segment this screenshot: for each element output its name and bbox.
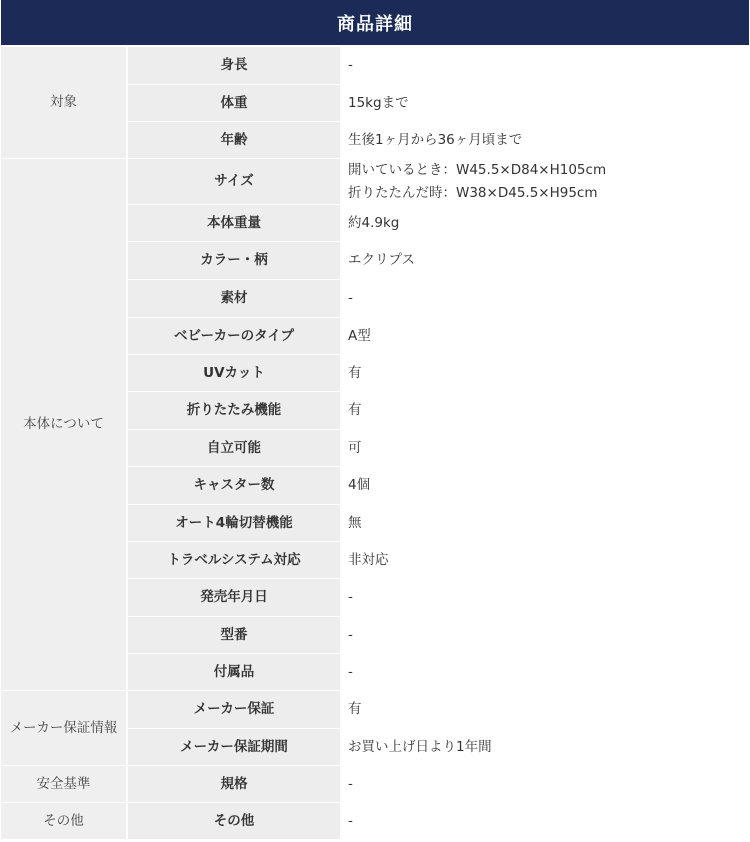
spec-label: 発売年月日: [200, 589, 268, 606]
spec-label-cell: [128, 122, 340, 158]
group-label: その他: [43, 812, 84, 829]
group-label: 本体について: [23, 416, 104, 433]
spec-label: 付属品: [213, 663, 255, 680]
spec-label-cell: [128, 205, 340, 241]
spec-value: -: [348, 775, 353, 792]
spec-value-cell: [342, 729, 748, 765]
spec-label-cell: [128, 691, 340, 728]
spec-value-cell: [342, 654, 748, 690]
spec-value-cell: [342, 205, 748, 241]
spec-label-cell: [128, 579, 340, 616]
group-label-cell: [1, 691, 126, 765]
spec-value: -: [348, 589, 353, 606]
spec-value: 無: [348, 514, 362, 531]
group-label-cell: [1, 47, 126, 158]
spec-value-cell: [342, 280, 748, 317]
spec-label: 自立可能: [207, 439, 261, 456]
spec-label: 折りたたみ機能: [186, 402, 282, 419]
spec-value: 有: [348, 364, 362, 381]
spec-label-cell: [128, 392, 340, 429]
spec-label: 型番: [220, 626, 248, 643]
spec-value-cell: [342, 318, 748, 354]
spec-label: 年齢: [220, 131, 248, 148]
spec-value: 4個: [348, 477, 371, 494]
spec-label-cell: [128, 467, 340, 504]
group-label: 対象: [50, 94, 77, 111]
spec-value-cell: [342, 355, 748, 391]
spec-label: ベビーカーのタイプ: [173, 327, 294, 344]
spec-label-cell: [128, 729, 340, 765]
spec-value-cell: [342, 159, 748, 204]
spec-value: お買い上げ日より1年間: [348, 738, 492, 755]
spec-value: -: [348, 663, 353, 680]
spec-label: オート4輪切替機能: [175, 514, 293, 531]
spec-value: 有: [348, 701, 362, 718]
spec-value-cell: [342, 691, 748, 728]
spec-label: サイズ: [214, 173, 254, 190]
spec-value-cell: [342, 803, 748, 839]
group-label-cell: [1, 803, 126, 839]
spec-value: 開いているとき：W45.5×D84×H105cm: [348, 161, 607, 178]
spec-label: 身長: [220, 57, 248, 74]
spec-label-cell: [128, 542, 340, 578]
spec-value: 非対応: [348, 551, 389, 568]
spec-value: 可: [348, 439, 362, 456]
spec-value-cell: [342, 617, 748, 653]
spec-label-cell: [128, 159, 340, 204]
spec-value-cell: [342, 430, 748, 466]
spec-value: エクリプス: [348, 252, 415, 269]
group-label-cell: [1, 766, 126, 802]
spec-value: A型: [348, 327, 371, 344]
spec-label: その他: [213, 812, 255, 829]
spec-label-cell: [128, 617, 340, 653]
spec-value-cell: [342, 392, 748, 429]
spec-value-cell: [342, 766, 748, 802]
spec-value: -: [348, 626, 353, 643]
spec-value: 約4.9kg: [348, 214, 400, 231]
spec-value-cell: [342, 505, 748, 541]
spec-label-cell: [128, 318, 340, 354]
spec-label-cell: [128, 355, 340, 391]
spec-value-cell: [342, 579, 748, 616]
spec-label-cell: [128, 505, 340, 541]
spec-value: 15kgまで: [348, 94, 409, 111]
spec-label-cell: [128, 654, 340, 690]
spec-label-cell: [128, 803, 340, 839]
spec-label: UVカット: [203, 364, 265, 381]
spec-label-cell: [128, 242, 340, 279]
spec-label: 規格: [220, 775, 248, 792]
spec-value: -: [348, 812, 353, 829]
spec-value-cell: [342, 47, 748, 84]
spec-label-cell: [128, 430, 340, 466]
spec-label: トラベルシステム対応: [167, 551, 301, 568]
section-title: 商品詳細: [337, 13, 413, 35]
spec-label-cell: [128, 85, 340, 121]
spec-value: 生後1ヶ月から36ヶ月頃まで: [348, 131, 523, 148]
spec-label: メーカー保証: [193, 701, 275, 718]
spec-value-cell: [342, 467, 748, 504]
spec-label: メーカー保証期間: [180, 738, 288, 755]
group-label-cell: [1, 159, 126, 690]
spec-value-cell: [342, 542, 748, 578]
spec-label: 素材: [220, 290, 248, 307]
spec-label: 体重: [220, 94, 248, 111]
spec-value: -: [348, 57, 353, 74]
spec-label: 本体重量: [207, 214, 261, 231]
group-label: メーカー保証情報: [9, 719, 118, 736]
section-header: [1, 0, 749, 45]
spec-value-cell: [342, 242, 748, 279]
spec-label-cell: [128, 47, 340, 84]
spec-label: カラー・柄: [200, 252, 268, 269]
spec-value: 有: [348, 402, 362, 419]
spec-label-cell: [128, 766, 340, 802]
spec-label: キャスター数: [193, 477, 275, 494]
spec-value: -: [348, 290, 353, 307]
spec-value-cell: [342, 122, 748, 158]
spec-value: 折りたたんだ時：W38×D45.5×H95cm: [348, 184, 598, 201]
spec-value-cell: [342, 85, 748, 121]
spec-label-cell: [128, 280, 340, 317]
group-label: 安全基準: [36, 775, 91, 792]
